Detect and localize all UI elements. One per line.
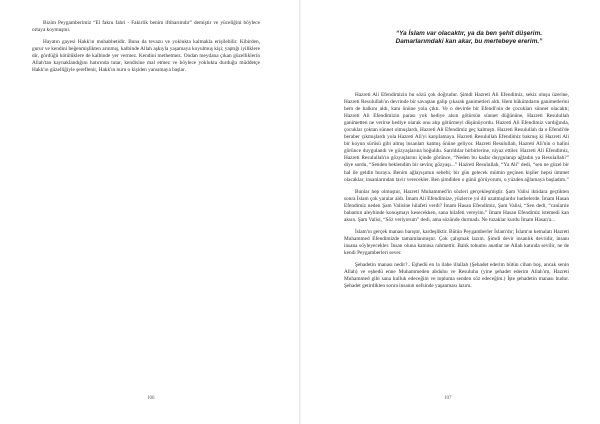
pull-quote-line-1: “Ya İslam var olacaktır, ya da ben şehit düşerim. — [395, 30, 543, 37]
right-page — [301, 0, 600, 424]
left-page-number: 106 — [147, 396, 155, 401]
left-page — [0, 0, 299, 424]
left-paragraph-1: Bizim Peygamberimiz “El fakru fahri - Fakirlik benim iftiharımdır” demiştir ve yüceliğini böylece ortaya koymuştur. — [32, 20, 260, 34]
pull-quote-line-2: Damarlarımdaki kan akar, bu mertebeye ererim.” — [395, 38, 543, 46]
right-paragraph-1: Hazreti Ali Efendimizin bu sözü çok doğrudur. Şimdi Hazreti Ali Efendimiz, sekiz oluşu üzerine, Hazreti Resulullah'ın devrinde bir savaştan galip çıkarak ganimetleri aldı. Hem hükümdarın ganimetlerini hem de halkını aldı, kanı önüne yola çıktı. Ve o devirde bir Efendi'nin de çocukları sünnet olacaktı; Hazreti Ali Efendimizin parası yok hediye alsın götürsün sünnet düğününe, Hazreti Resulullah ganimetten ne verirse hediye olarak onu alıp götürmeyi düşünüyordu. Hazreti Ali Efendimiz vardığında, çocuklar çoktan sünnet olmuşlardı, Hazreti Ali Efendimiz geç kalmıştı. Hazreti Resulullah da o Efendi'de beraber çıkmışlardı yola Hazreti Ali'yi karşılamaya. Hazreti Resulullah Efendimiz bakmış ki Hazreti Ali bir koyun sürüsü gibi almış insanları katmış önüne geliyor. Hazreti Resulullah, Hazreti Ali'nin o halini görünce duygulandı ve gözyaşlarına boğuldu. Sarıldılar birbirlerine, niyaz ettiler. Hazreti Ali Efendimiz, Hazreti Resulullah'ın gözyaşlarını içinde görünce, “Neden bu kadar duygulanıp ağladın ya Resulallah?” diye sordu, “Senden beklendim bir sevinç gözyaşı...” Hazreti Resulullah, “Ya Ali” dedi, “sen ne güzel bir hal ile geldin buraya. Benim ağlayışımın sebebi; bir gün gelecek mümin geçinen kişiler hepsi ümmet olacaklar, insanlarından tavir verecekler. Ben şimdiden o günü görüyorum, o yüzden ağlamaya başladım.” — [344, 92, 569, 183]
right-page-text — [344, 92, 569, 290]
left-paragraph-2: Hayatın gayesi Hakk'ın muhabbetidir. Buna da tevazu ve yokluktа kalmakla erişilebilir. Kibirden, gurur ve kendini beğenmişlikten arınmış, kalbinde Allah aşkıyla yaşamaya koyulmuş kişi; yaptığı iyiliklere dir, gördüğü kötülüklere de kalbinde yer vermez. Kendini methetmez. Ondan meydana çıkan güzelliklerin Allah'tan kaynaklandığını hatırında tutar, kendisine mal etmez ve böylece yoklukta durduğu müddetçe Hakk'ın güzelliğiyle şereflenir, Hakk'ın nuru o kişiden yansımaya başlar. — [32, 39, 260, 74]
right-paragraph-3: İslam'ın gerçek manası barıştır, kardeşliktir. Bütün Peygamberler İslam'dır; İslam'ın kemalatı Hazreti Muhammed Efendimizde tamamlanmıştır. Çok çalışmak lazım. Şimdi devir insanlık devridir, insanı insana söyleyecekler. İnsan oluna kamusa rahmettir. Balık tohumu anatlar ne Allah katında sevilir, ne de kendi Peygamberleri sever. — [344, 228, 569, 256]
left-page-text — [32, 20, 260, 74]
right-paragraph-4: Şehadetin manası nedir?.. Eşhedü en la ilahe illallah (Şehadet ederim bütün cihan boş, ancak senin Allah) ve eşhedü enne Muhammeden abduhu ve Resuluhu (yine şehadet ederim Allah'ım, Hazreti Muhammed gibi sana kulluk edeceğim ve topluma senden söz edeceğim.) İşte şehadetin manası budur. Şehadet getirdikten sonra insanın nefsinde yaşanması lazım. — [344, 262, 569, 290]
pull-quote — [363, 30, 575, 47]
right-paragraph-2: Bunlar hep olmuştur, Hazreti Muhammed'in sözleri gerçekleşmiştir. Şam Valisi iktidara geçtikten sonra İslam çok yaralar aldı. İmam Ali Efendimize, yüzlerce yıl dil uzatmışlardır hutbelerde. İmam Hasan Efendimiz neden Şam Valisine hilafeti verdi? İmam Hasan Efendimiz, Şam Valisi, “Sen dedi, “canlarıle babamın aleyhinde konuşmayı kesecekken, sana hilafeti vereyim.” İmam Hasan Efendimiz istemedi kan aksın. Şam Valisi, “Söz veriyorum” dedi, ama sözünde durmadı. Ne tuzaklar kurdu İmam Hasan'a... — [344, 188, 569, 223]
right-page-number: 107 — [444, 396, 452, 401]
